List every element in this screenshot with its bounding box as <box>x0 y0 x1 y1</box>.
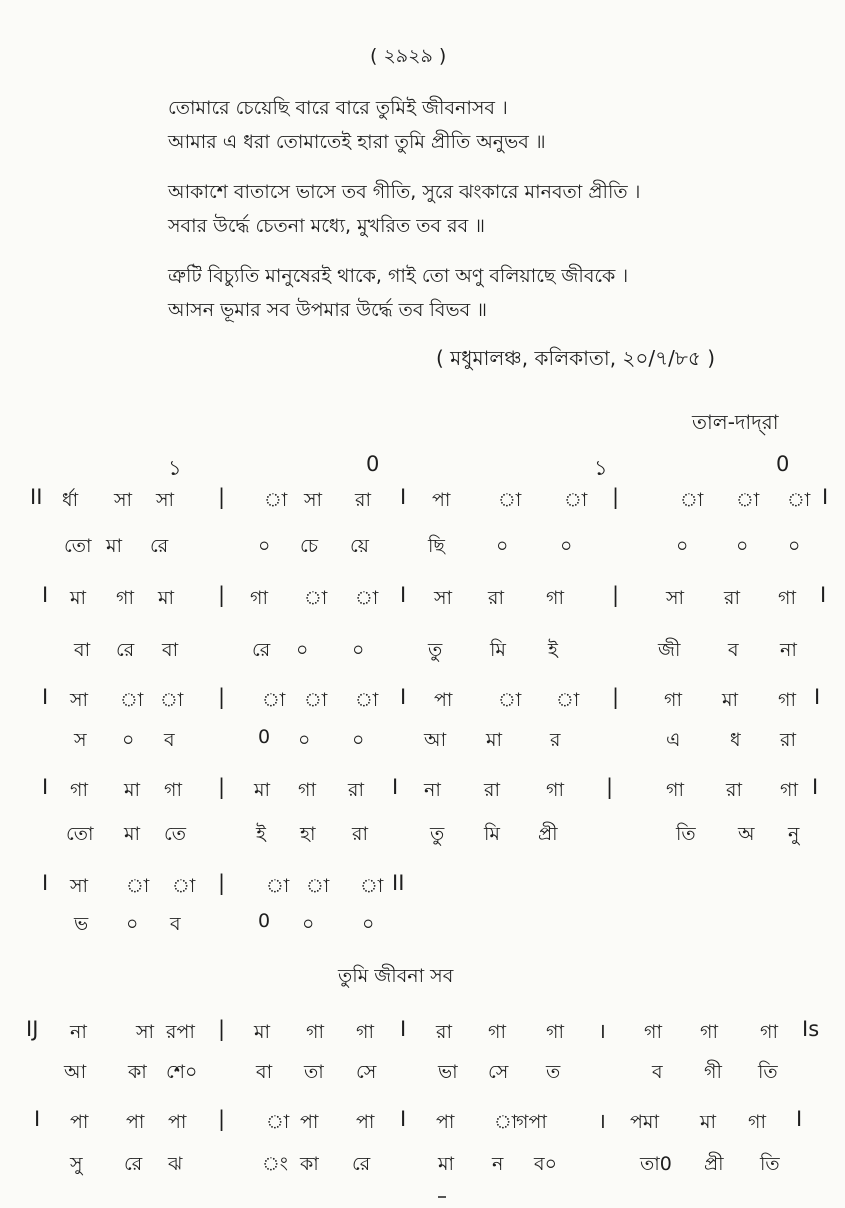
notation-cell: র্ধা <box>62 489 79 511</box>
bar-line: I <box>42 871 49 895</box>
notation-cell: আ <box>64 1061 87 1083</box>
notation-cell: চে <box>300 535 318 557</box>
notation-cell: ০ <box>560 535 573 557</box>
bar-line: IJ <box>26 1017 39 1041</box>
notation-cell: মি <box>490 639 506 661</box>
notation-cell: ০ <box>258 535 271 557</box>
notation-cell: া <box>498 689 522 711</box>
notation-cell: ছি <box>428 535 445 557</box>
notation-cell: রে <box>116 639 135 661</box>
notation-cell: সে <box>488 1061 509 1083</box>
notation-cell: গা <box>546 587 564 609</box>
notation-cell: গা <box>250 587 268 609</box>
notation-cell: ০ <box>352 729 365 751</box>
notation-cell: া <box>360 875 384 897</box>
notation-cell: তে <box>164 823 186 845</box>
notation-cell: ০ <box>298 729 311 751</box>
bar-line: I <box>820 583 827 607</box>
notation-cell: রে <box>124 1153 143 1175</box>
notation-cell: হা <box>300 823 316 845</box>
notation-cell: মা <box>106 535 123 557</box>
bar-line: I <box>400 1017 407 1041</box>
notation-cell: া <box>498 489 522 511</box>
notation-cell: মা <box>486 729 503 751</box>
notation-cell: গা <box>748 1111 766 1133</box>
notation-cell: ই <box>548 639 558 661</box>
notation-cell: ব <box>728 639 739 661</box>
notation-cell: তু <box>430 823 445 845</box>
notation-cell: া <box>120 689 144 711</box>
notation-cell: মা <box>254 1021 271 1043</box>
notation-cell: গা <box>666 779 684 801</box>
notation-cell: না <box>424 779 441 801</box>
notation-cell: 0 <box>258 726 271 748</box>
notation-cell: সা <box>70 689 89 711</box>
lyric-line-5: ত্রুটি বিচ্যুতি মানুষেরই থাকে, গাই তো অণু বলিয়াছে জীবকে । <box>168 265 629 287</box>
notation-cell: য়ে <box>350 535 369 557</box>
notation-cell: সা <box>156 489 175 511</box>
bar-line: I <box>400 1107 407 1131</box>
notation-cell: রা <box>726 779 742 801</box>
bar-line: I <box>812 775 819 799</box>
notation-cell: ব <box>652 1061 663 1083</box>
notation-cell: পা <box>70 1111 89 1133</box>
notation-cell: ই <box>256 823 266 845</box>
notation-cell: পা <box>356 1111 375 1133</box>
notation-cell: মি <box>484 823 500 845</box>
taal-label: তাল-দাদ্‌রা <box>692 410 779 434</box>
notation-cell: তো <box>64 535 92 557</box>
notation-cell: া <box>736 489 760 511</box>
notation-cell: রা <box>348 779 364 801</box>
notation-cell: ত <box>546 1061 561 1083</box>
notation-cell: মা <box>254 779 271 801</box>
notation-cell: গা <box>298 779 316 801</box>
notation-cell: মা <box>70 587 87 609</box>
notation-cell: গা <box>778 587 796 609</box>
notation-cell: া <box>556 689 580 711</box>
notation-cell: া <box>172 875 196 897</box>
notation-cell: গা <box>164 779 182 801</box>
notation-cell: তি <box>760 1153 780 1175</box>
notation-cell: প্রী <box>704 1153 724 1175</box>
notation-cell: া <box>680 489 704 511</box>
notation-cell: এ <box>666 729 681 751</box>
notation-cell: কা <box>300 1153 319 1175</box>
notation-cell: রা <box>436 1021 452 1043</box>
notation-cell: ব <box>164 729 175 751</box>
notation-cell: ঝ <box>168 1153 183 1175</box>
notation-cell: ব০ <box>534 1153 557 1175</box>
bar-line: | <box>218 485 226 509</box>
bar-line: | <box>218 871 226 895</box>
bar-line: I <box>814 685 821 709</box>
notation-cell: ০ <box>788 535 801 557</box>
bar-line: II <box>30 485 43 509</box>
bar-line: I <box>796 1107 803 1131</box>
notation-cell: া <box>787 489 811 511</box>
notation-cell: রে <box>252 639 271 661</box>
notation-cell: নু <box>788 823 800 845</box>
notation-cell: গা <box>356 1021 374 1043</box>
notation-cell: স <box>74 729 87 751</box>
notation-cell: া <box>304 587 328 609</box>
bar-line: I <box>400 685 407 709</box>
notation-cell: গা <box>778 689 796 711</box>
bar-line: I <box>822 485 829 509</box>
bar-line: I <box>42 685 49 709</box>
notation-cell: গা <box>780 779 798 801</box>
notation-cell: মা <box>438 1153 455 1175</box>
notation-cell: া <box>126 875 150 897</box>
notation-cell: সা <box>114 489 133 511</box>
beat-marker-1: ১ <box>168 456 182 480</box>
lyric-line-2: আমার এ ধরা তোমাতেই হারা তুমি প্রীতি অনুভব ॥ <box>168 131 546 153</box>
bar-line: I <box>400 485 407 509</box>
notation-cell: মা <box>722 689 739 711</box>
section-heading: তুমি জীবনা সব <box>338 965 454 987</box>
notation-cell: রা <box>724 587 740 609</box>
lyric-line-3: আকাশে বাতাসে ভাসে তব গীতি, সুরে ঝংকারে মানবতা প্রীতি । <box>168 181 641 203</box>
notation-cell: া <box>306 875 330 897</box>
notation-cell: অ <box>738 823 755 845</box>
bar-line: II <box>392 871 405 895</box>
notation-cell: সু <box>70 1153 83 1175</box>
notation-cell: ধ <box>730 729 741 751</box>
bar-line: I <box>34 1107 41 1131</box>
notation-cell: রা <box>484 779 500 801</box>
page-mark <box>438 1196 446 1198</box>
notation-cell: ভা <box>438 1061 458 1083</box>
notation-cell: া <box>564 489 588 511</box>
notation-cell: রে <box>352 1153 371 1175</box>
bar-line: | <box>218 583 226 607</box>
notation-cell: া <box>262 689 286 711</box>
bar-line: I <box>392 775 399 799</box>
bar-line: I <box>42 775 49 799</box>
notation-cell: মা <box>158 587 175 609</box>
beat-marker-3: ১ <box>594 456 608 480</box>
notation-cell: গা <box>760 1021 778 1043</box>
notation-cell: সা <box>304 489 323 511</box>
bar-line: | <box>218 685 226 709</box>
notation-cell: া <box>266 875 290 897</box>
notation-cell: পা <box>168 1111 187 1133</box>
beat-marker-2: 0 <box>366 452 380 476</box>
notation-cell: রপা <box>166 1021 195 1043</box>
notation-cell: 0 <box>258 910 271 932</box>
bar-line: | <box>218 775 226 799</box>
notation-cell: না <box>70 1021 87 1043</box>
notation-cell: া <box>355 587 379 609</box>
notation-cell: ০ <box>352 639 365 661</box>
notation-cell: পা <box>432 489 451 511</box>
notation-cell: মা <box>700 1111 717 1133</box>
notation-cell: মা <box>124 823 141 845</box>
notation-cell: া <box>304 689 328 711</box>
notation-cell: সা <box>70 875 89 897</box>
notation-cell: া <box>160 689 184 711</box>
notation-cell: পা <box>436 1111 455 1133</box>
notation-cell: ০ <box>496 535 509 557</box>
notation-cell: শে০ <box>166 1061 198 1083</box>
notation-cell: র <box>550 729 561 751</box>
notation-cell: গা <box>644 1021 662 1043</box>
lyric-line-1: তোমারে চেয়েছি বারে বারে তুমিই জীবনাসব । <box>168 97 508 119</box>
notation-cell: া <box>264 489 288 511</box>
notation-cell: া <box>355 689 379 711</box>
notation-cell: তি <box>758 1061 778 1083</box>
notation-cell: তি <box>676 823 696 845</box>
bar-line: | <box>612 583 620 607</box>
notation-cell: ০ <box>302 913 315 935</box>
bar-line: I <box>42 583 49 607</box>
notation-cell: গা <box>546 779 564 801</box>
bar-line: | <box>218 1107 226 1131</box>
bar-line: Is <box>802 1017 820 1041</box>
bar-line: । <box>598 1019 606 1043</box>
notation-cell: গা <box>116 587 134 609</box>
notation-cell: রা <box>352 823 368 845</box>
notation-cell: ০ <box>676 535 689 557</box>
notation-cell: গপা <box>516 1111 547 1133</box>
notation-cell: আ <box>424 729 447 751</box>
notation-cell: না <box>780 639 797 661</box>
notation-cell: রা <box>488 587 504 609</box>
notation-cell: ০ <box>122 729 135 751</box>
notation-cell: গা <box>306 1021 324 1043</box>
beat-marker-4: 0 <box>776 452 790 476</box>
lyric-line-6: আসন ভূমার সব উপমার উর্দ্ধে তব বিভব ॥ <box>168 299 488 321</box>
notation-cell: গা <box>488 1021 506 1043</box>
notation-cell: পা <box>434 689 453 711</box>
notation-cell: বা <box>74 639 91 661</box>
notation-cell: রা <box>780 729 796 751</box>
notation-cell: সা <box>666 587 685 609</box>
notation-cell: গী <box>704 1061 722 1083</box>
bar-line: | <box>218 1017 226 1041</box>
notation-cell: ন <box>492 1153 504 1175</box>
notation-cell: বা <box>162 639 179 661</box>
notation-cell: ং <box>262 1153 288 1175</box>
notation-cell: পমা <box>630 1111 659 1133</box>
notation-cell: তা0 <box>640 1153 672 1175</box>
notation-cell: গা <box>70 779 88 801</box>
notation-cell: সা <box>136 1021 155 1043</box>
notation-cell: ভ <box>74 913 89 935</box>
bar-line: | <box>612 485 620 509</box>
notation-cell: ০ <box>362 913 375 935</box>
notation-cell: বা <box>256 1061 273 1083</box>
notation-cell: মা <box>124 779 141 801</box>
notation-cell: পা <box>126 1111 145 1133</box>
notation-cell: রে <box>150 535 169 557</box>
lyric-line-4: সবার উর্দ্ধে চেতনা মধ্যে, মুখরিত তব রব ॥ <box>168 215 485 237</box>
notation-cell: ০ <box>736 535 749 557</box>
notation-cell: রা <box>355 489 371 511</box>
notation-cell: ০ <box>126 913 139 935</box>
notation-cell: প্রী <box>538 823 558 845</box>
source-citation: ( মধুমালঞ্চ, কলিকাতা, ২০/৭/৮৫ ) <box>436 346 716 370</box>
notation-cell: া <box>266 1111 290 1133</box>
notation-cell: পা <box>300 1111 319 1133</box>
notation-cell: ব <box>170 913 181 935</box>
notation-cell: তু <box>428 639 443 661</box>
notation-cell: গা <box>700 1021 718 1043</box>
notation-cell: জী <box>658 639 681 661</box>
notation-cell: সা <box>434 587 453 609</box>
notation-cell: গা <box>546 1021 564 1043</box>
notation-cell: া <box>494 1111 518 1133</box>
bar-line: । <box>598 1109 606 1133</box>
notation-cell: সে <box>356 1061 377 1083</box>
song-number: ( ২৯২৯ ) <box>370 45 447 67</box>
notation-cell: গা <box>664 689 682 711</box>
notation-cell: তো <box>66 823 94 845</box>
notation-cell: কা <box>128 1061 147 1083</box>
notation-cell: তা <box>304 1061 324 1083</box>
bar-line: | <box>606 775 614 799</box>
bar-line: I <box>400 583 407 607</box>
bar-line: | <box>612 685 620 709</box>
notation-cell: ০ <box>296 639 309 661</box>
